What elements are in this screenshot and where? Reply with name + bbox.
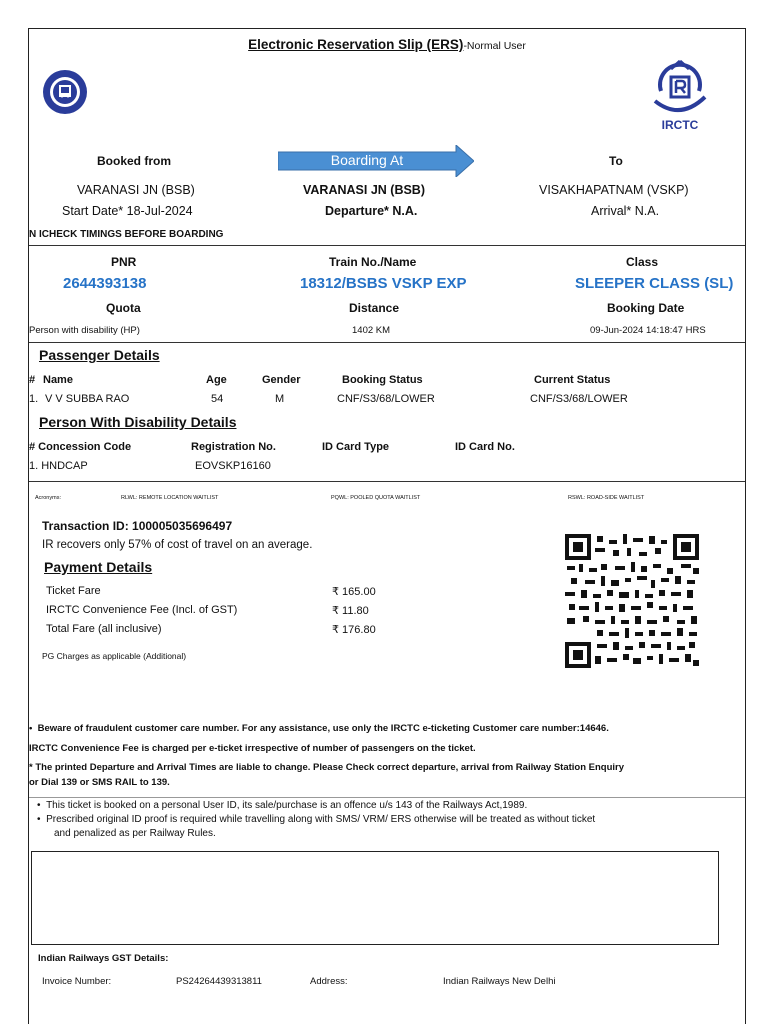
divider bbox=[29, 342, 745, 343]
acronym-rlwl: RLWL: REMOTE LOCATION WAITLIST bbox=[121, 495, 219, 501]
indian-railways-logo bbox=[42, 69, 88, 120]
address-label: Address: bbox=[310, 976, 348, 987]
divider bbox=[29, 481, 745, 482]
passenger-current-status: CNF/S3/68/LOWER bbox=[530, 393, 628, 405]
total-fare-amount: ₹ 176.80 bbox=[332, 624, 376, 636]
ers-title-suffix: -Normal User bbox=[463, 40, 526, 52]
passenger-gender: M bbox=[275, 393, 285, 405]
train-name: 18312/BSBS VSKP EXP bbox=[300, 275, 467, 292]
disability-details-title: Person With Disability Details bbox=[39, 414, 237, 430]
recovery-note: IR recovers only 57% of cost of travel on an average. bbox=[42, 539, 313, 551]
blank-box bbox=[31, 851, 719, 945]
passenger-col-index: # bbox=[29, 374, 36, 386]
passenger-col-current-status: Current Status bbox=[534, 374, 611, 386]
irctc-logo bbox=[645, 55, 715, 135]
passenger-col-age: Age bbox=[206, 374, 227, 386]
passenger-col-name: Name bbox=[43, 374, 73, 386]
bullet: * bbox=[29, 762, 36, 773]
invoice-number: PS24264439313811 bbox=[176, 976, 262, 987]
check-timings-note: N ICHECK TIMINGS BEFORE BOARDING bbox=[29, 229, 224, 240]
booked-from-label: Booked from bbox=[97, 154, 172, 168]
timing-notice-line2: or Dial 139 or SMS RAIL to 139. bbox=[29, 777, 170, 788]
passenger-col-gender: Gender bbox=[262, 374, 301, 386]
boarding-at-label: Boarding At bbox=[330, 152, 404, 168]
convenience-fee-label: IRCTC Convenience Fee (Incl. of GST) bbox=[46, 604, 238, 616]
registration-number: EOVSKP16160 bbox=[195, 460, 271, 472]
fraud-warning-text: Beware of fraudulent customer care number. For any assistance, use only the IRCTC e-ticketing Customer care number:14646. bbox=[37, 723, 609, 734]
payment-details-title: Payment Details bbox=[44, 559, 153, 575]
arrival-time: Arrival* N.A. bbox=[591, 204, 660, 218]
disability-col-concession: # Concession Code bbox=[29, 441, 132, 453]
bullet: • bbox=[37, 800, 47, 811]
pnr-label: PNR bbox=[111, 255, 137, 269]
passenger-age: 54 bbox=[211, 393, 224, 405]
id-proof-notice-text: Prescribed original ID proof is required while travelling along with SMS/ VRM/ ERS otherwise will be treated as without ticket bbox=[46, 814, 596, 825]
invoice-label: Invoice Number: bbox=[42, 976, 112, 987]
timing-notice-line1 bbox=[29, 762, 624, 773]
qr-code bbox=[565, 534, 699, 668]
train-label: Train No./Name bbox=[329, 255, 417, 269]
disability-col-id-type: ID Card Type bbox=[322, 441, 390, 453]
bullet: • bbox=[37, 814, 47, 825]
ers-title bbox=[29, 37, 745, 52]
address-value: Indian Railways New Delhi bbox=[443, 976, 556, 987]
passenger-index: 1. bbox=[29, 393, 39, 405]
divider bbox=[29, 797, 745, 798]
concession-code: 1. HNDCAP bbox=[29, 460, 88, 472]
divider bbox=[29, 245, 745, 246]
id-proof-notice-line2: and penalized as per Railway Rules. bbox=[54, 828, 216, 839]
bullet: • bbox=[29, 723, 38, 734]
ticket-fare-amount: ₹ 165.00 bbox=[332, 586, 376, 598]
convenience-fee-amount: ₹ 11.80 bbox=[332, 605, 369, 617]
convenience-fee-notice: IRCTC Convenience Fee is charged per e-ticket irrespective of number of passengers on the ticket. bbox=[29, 743, 476, 754]
acronym-rswl: RSWL: ROAD-SIDE WAITLIST bbox=[568, 495, 645, 501]
disability-col-id-number: ID Card No. bbox=[455, 441, 515, 453]
boarding-station: VARANASI JN (BSB) bbox=[303, 183, 425, 197]
quota-label: Quota bbox=[106, 301, 141, 315]
personal-id-notice-text: This ticket is booked on a personal User ID, its sale/purchase is an offence u/s 143 of the Railways Act,1989. bbox=[46, 800, 528, 811]
total-fare-label: Total Fare (all inclusive) bbox=[46, 623, 162, 635]
id-proof-notice bbox=[37, 814, 595, 825]
booking-date-label: Booking Date bbox=[607, 301, 685, 315]
pg-charges-note: PG Charges as applicable (Additional) bbox=[42, 651, 187, 661]
from-station: VARANASI JN (BSB) bbox=[77, 183, 195, 197]
passenger-booking-status: CNF/S3/68/LOWER bbox=[337, 393, 435, 405]
acronym-pqwl: PQWL: POOLED QUOTA WAITLIST bbox=[331, 495, 421, 501]
ers-title-main: Electronic Reservation Slip (ERS) bbox=[248, 37, 464, 52]
class-label: Class bbox=[626, 255, 659, 269]
personal-id-notice bbox=[37, 800, 527, 811]
disability-col-registration: Registration No. bbox=[191, 441, 276, 453]
passenger-details-title: Passenger Details bbox=[39, 347, 160, 363]
distance-value: 1402 KM bbox=[352, 325, 391, 336]
irctc-logo-text: IRCTC bbox=[661, 118, 699, 132]
passenger-col-booking-status: Booking Status bbox=[342, 374, 423, 386]
gst-title: Indian Railways GST Details: bbox=[38, 953, 169, 964]
fraud-warning bbox=[29, 723, 609, 734]
quota-value: Person with disability (HP) bbox=[29, 325, 140, 336]
ticket-fare-label: Ticket Fare bbox=[46, 585, 101, 597]
start-date: Start Date* 18-Jul-2024 bbox=[62, 204, 193, 218]
transaction-id: Transaction ID: 100005035696497 bbox=[42, 519, 233, 533]
to-station: VISAKHAPATNAM (VSKP) bbox=[539, 183, 689, 197]
booking-date-value: 09-Jun-2024 14:18:47 HRS bbox=[590, 325, 706, 336]
distance-label: Distance bbox=[349, 301, 400, 315]
ers-page bbox=[28, 28, 746, 1024]
departure-time: Departure* N.A. bbox=[325, 204, 418, 218]
acronyms-label: Acronyms: bbox=[35, 495, 61, 501]
to-label: To bbox=[609, 154, 623, 168]
timing-notice-text: The printed Departure and Arrival Times are liable to change. Please Check correct departure, arrival from Railway Station Enquiry bbox=[35, 762, 625, 773]
class-value: SLEEPER CLASS (SL) bbox=[575, 275, 734, 292]
passenger-name: V V SUBBA RAO bbox=[45, 393, 130, 405]
pnr-number: 2644393138 bbox=[63, 275, 147, 292]
